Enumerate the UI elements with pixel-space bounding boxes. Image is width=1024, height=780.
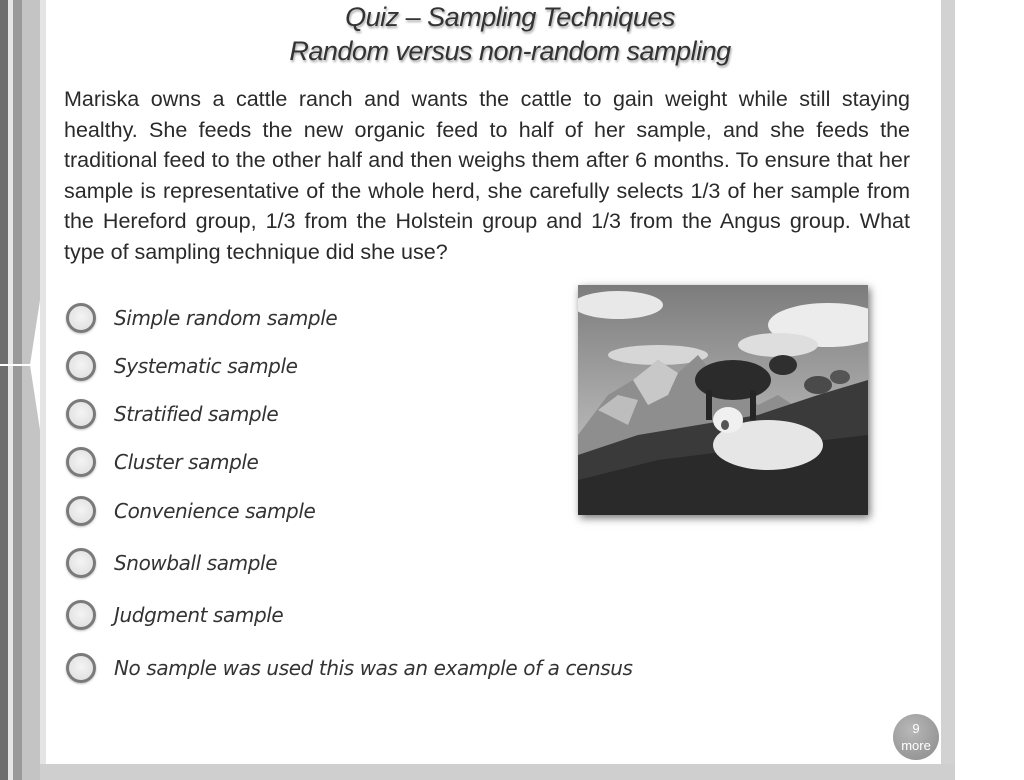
- option-label: Cluster sample: [114, 450, 259, 474]
- page-title: Quiz – Sampling Techniques: [345, 2, 675, 32]
- option-stratified[interactable]: [66, 396, 278, 432]
- option-judgment[interactable]: [66, 597, 283, 633]
- radio-button[interactable]: [66, 303, 96, 333]
- right-margin: [955, 0, 1024, 780]
- bottom-bar: [40, 764, 955, 780]
- radio-button[interactable]: [66, 600, 96, 630]
- option-label: Snowball sample: [114, 551, 278, 575]
- option-systematic[interactable]: [66, 348, 298, 384]
- more-label: more: [901, 738, 931, 753]
- option-snowball[interactable]: [66, 545, 277, 581]
- radio-button[interactable]: [66, 447, 96, 477]
- radio-button[interactable]: [66, 351, 96, 381]
- option-convenience[interactable]: [66, 493, 315, 529]
- right-side-bar: [941, 0, 955, 780]
- question-text: Mariska owns a cattle ranch and wants the cattle to gain weight while still staying healthy. She feeds the new organic feed to half of her sample, and she feeds the traditional feed to the other half and then weighs them after 6 months. To ensure that her sample is representative of the whole herd, she carefully selects 1/3 of her sample from the Hereford group, 1/3 from the Holstein group and 1/3 from the Angus group. What type of sampling technique did she use?: [64, 87, 910, 264]
- radio-button[interactable]: [66, 548, 96, 578]
- radio-button[interactable]: [66, 399, 96, 429]
- more-slides-badge[interactable]: [893, 714, 939, 760]
- option-label: Stratified sample: [114, 402, 279, 426]
- cattle-photo: [578, 285, 868, 515]
- radio-button[interactable]: [66, 653, 96, 683]
- option-label: Judgment sample: [114, 603, 284, 627]
- option-simple-random[interactable]: [66, 300, 337, 336]
- option-label: Convenience sample: [114, 499, 316, 523]
- option-label: Systematic sample: [114, 354, 298, 378]
- more-count: 9: [912, 721, 920, 736]
- left-decoration: [0, 0, 58, 780]
- page-subtitle: Random versus non-random sampling: [289, 36, 731, 66]
- option-census[interactable]: [66, 650, 633, 686]
- option-label: No sample was used this was an example of a census: [114, 656, 633, 680]
- option-cluster[interactable]: [66, 444, 258, 480]
- option-label: Simple random sample: [114, 306, 338, 330]
- radio-button[interactable]: [66, 496, 96, 526]
